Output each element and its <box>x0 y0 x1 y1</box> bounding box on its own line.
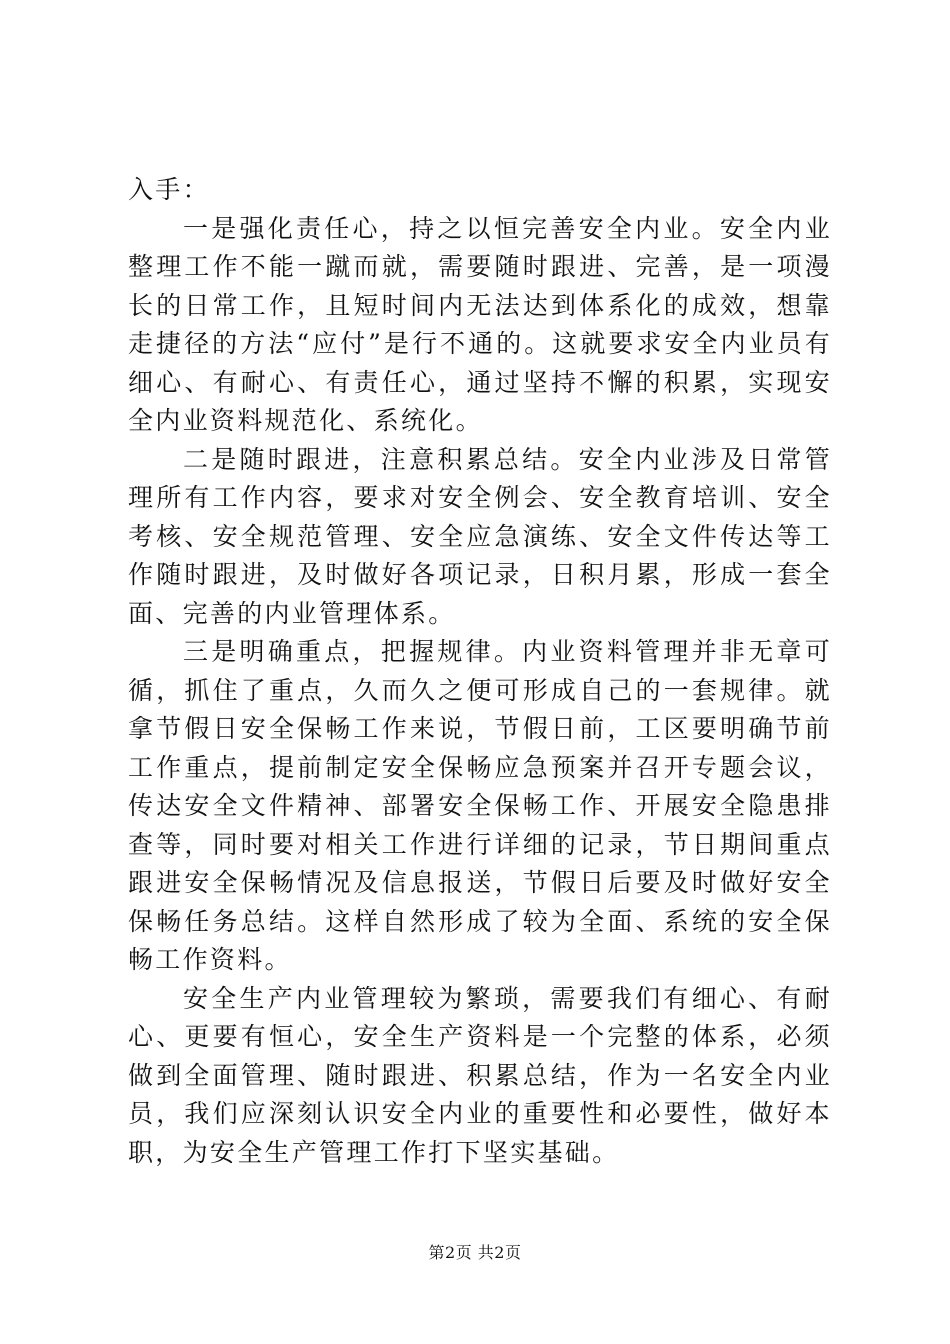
paragraph-continuation: 入手： <box>128 175 210 204</box>
paragraph-conclusion: 安全生产内业管理较为繁琐，需要我们有细心、有耐心、更要有恒心，安全生产资料是一个完整的体系，必须做到全面管理、随时跟进、积累总结，作为一名安全内业员，我们应深刻认识安全内业的重要性和必要性，做好本职，为安全生产管理工作打下坚实基础。 <box>128 983 832 1167</box>
paragraph-follow-up: 二是随时跟进，注意积累总结。安全内业涉及日常管理所有工作内容，要求对安全例会、安全教育培训、安全考核、安全规范管理、安全应急演练、安全文件传达等工作随时跟进，及时做好各项记录，日积月累，形成一套全面、完善的内业管理体系。 <box>128 444 832 628</box>
document-body <box>128 171 832 1172</box>
paragraph-key-points: 三是明确重点，把握规律。内业资料管理并非无章可循，抓住了重点，久而久之便可形成自己的一套规律。就拿节假日安全保畅工作来说，节假日前，工区要明确节前工作重点，提前制定安全保畅应急预案并召开专题会议，传达安全文件精神、部署安全保畅工作、开展安全隐患排查等，同时要对相关工作进行详细的记录，节日期间重点跟进安全保畅情况及信息报送，节假日后要及时做好安全保畅任务总结。这样自然形成了较为全面、系统的安全保畅工作资料。 <box>128 637 832 974</box>
page-number-footer: 第2页 共2页 <box>428 1243 522 1262</box>
paragraph-responsibility: 一是强化责任心，持之以恒完善安全内业。安全内业整理工作不能一蹴而就，需要随时跟进、完善，是一项漫长的日常工作，且短时间内无法达到体系化的成效，想靠走捷径的方法“应付”是行不通的。这就要求安全内业员有细心、有耐心、有责任心，通过坚持不懈的积累，实现安全内业资料规范化、系统化。 <box>128 213 832 435</box>
